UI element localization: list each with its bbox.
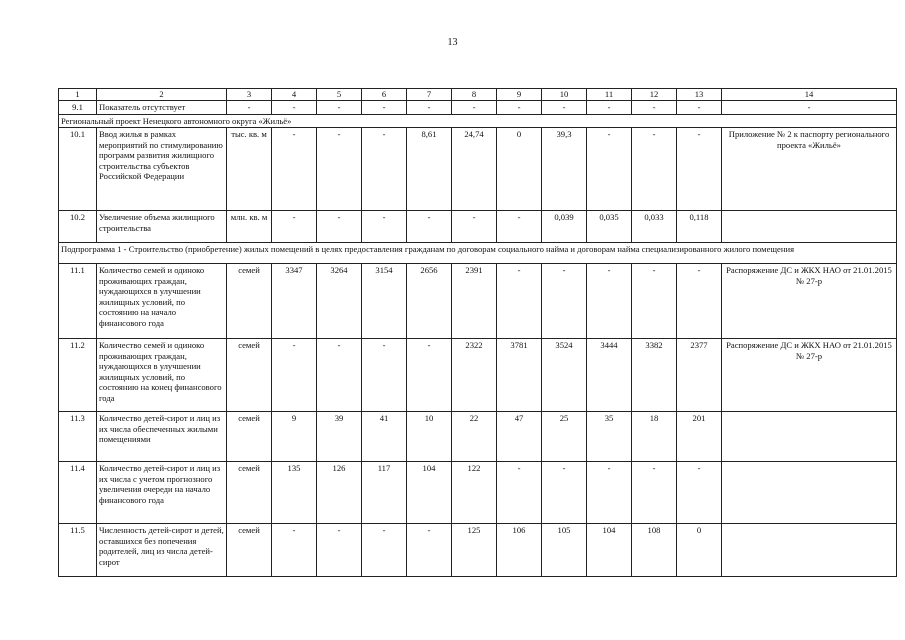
value-cell: - bbox=[632, 128, 677, 211]
value-cell: 135 bbox=[272, 462, 317, 524]
header-cell: 5 bbox=[317, 89, 362, 101]
value-cell: 2391 bbox=[452, 264, 497, 339]
value-cell: - bbox=[362, 211, 407, 243]
value-cell: - bbox=[542, 462, 587, 524]
value-cell: - bbox=[497, 264, 542, 339]
value-cell: - bbox=[407, 524, 452, 577]
value-cell: 106 bbox=[497, 524, 542, 577]
value-cell: - bbox=[272, 339, 317, 412]
section-title: Региональный проект Ненецкого автономного округа «Жильё» bbox=[59, 114, 897, 128]
row-number: 10.1 bbox=[59, 128, 97, 211]
value-cell: - bbox=[542, 264, 587, 339]
value-cell: 3347 bbox=[272, 264, 317, 339]
value-cell: - bbox=[632, 462, 677, 524]
value-cell: 3154 bbox=[362, 264, 407, 339]
indicator-name: Показатель отсутствует bbox=[97, 101, 227, 115]
unit-cell: семей bbox=[227, 462, 272, 524]
header-row bbox=[59, 89, 897, 101]
value-cell: - bbox=[542, 101, 587, 115]
row-number: 11.3 bbox=[59, 412, 97, 462]
value-cell: 24,74 bbox=[452, 128, 497, 211]
value-cell: - bbox=[407, 211, 452, 243]
note-cell bbox=[722, 462, 897, 524]
unit-cell: семей bbox=[227, 339, 272, 412]
value-cell: 3444 bbox=[587, 339, 632, 412]
row-number: 11.1 bbox=[59, 264, 97, 339]
table-row bbox=[59, 101, 897, 115]
table-row bbox=[59, 524, 897, 577]
indicator-name: Количество детей-сирот и лиц из их числа с учетом прогнозного увеличения очереди на начало финансового года bbox=[97, 462, 227, 524]
value-cell: 104 bbox=[587, 524, 632, 577]
value-cell: 2656 bbox=[407, 264, 452, 339]
value-cell: 104 bbox=[407, 462, 452, 524]
indicator-name: Численность детей-сирот и детей, оставшихся без попечения родителей, лиц из числа детей-сирот bbox=[97, 524, 227, 577]
header-cell: 13 bbox=[677, 89, 722, 101]
indicator-name: Количество семей и одиноко проживающих граждан, нуждающихся в улучшении жилищных условий, по состоянию на начало финансового года bbox=[97, 264, 227, 339]
value-cell: - bbox=[362, 128, 407, 211]
header-cell: 4 bbox=[272, 89, 317, 101]
value-cell: - bbox=[407, 339, 452, 412]
value-cell: 3382 bbox=[632, 339, 677, 412]
value-cell: - bbox=[587, 101, 632, 115]
note-cell bbox=[722, 524, 897, 577]
value-cell: 3264 bbox=[317, 264, 362, 339]
value-cell: 126 bbox=[317, 462, 362, 524]
unit-cell: семей bbox=[227, 524, 272, 577]
row-number: 10.2 bbox=[59, 211, 97, 243]
header-cell: 14 bbox=[722, 89, 897, 101]
table-row bbox=[59, 211, 897, 243]
unit-cell: тыс. кв. м bbox=[227, 128, 272, 211]
note-cell: Распоряжение ДС и ЖКХ НАО от 21.01.2015 № 27-р bbox=[722, 264, 897, 339]
header-cell: 3 bbox=[227, 89, 272, 101]
value-cell: - bbox=[272, 524, 317, 577]
value-cell: - bbox=[362, 101, 407, 115]
note-cell bbox=[722, 412, 897, 462]
indicator-name: Количество детей-сирот и лиц из их числа обеспеченных жилыми помещениями bbox=[97, 412, 227, 462]
value-cell: 41 bbox=[362, 412, 407, 462]
value-cell: - bbox=[272, 128, 317, 211]
table-row bbox=[59, 128, 897, 211]
value-cell: - bbox=[317, 101, 362, 115]
row-number: 11.2 bbox=[59, 339, 97, 412]
header-cell: 11 bbox=[587, 89, 632, 101]
value-cell: 25 bbox=[542, 412, 587, 462]
value-cell: - bbox=[317, 128, 362, 211]
row-number: 11.5 bbox=[59, 524, 97, 577]
value-cell: 125 bbox=[452, 524, 497, 577]
value-cell: 35 bbox=[587, 412, 632, 462]
value-cell: 122 bbox=[452, 462, 497, 524]
value-cell: - bbox=[272, 211, 317, 243]
value-cell: - bbox=[677, 264, 722, 339]
table-row bbox=[59, 339, 897, 412]
row-number: 9.1 bbox=[59, 101, 97, 115]
section-row bbox=[59, 243, 897, 264]
unit-cell: семей bbox=[227, 412, 272, 462]
value-cell: - bbox=[362, 339, 407, 412]
value-cell: - bbox=[452, 211, 497, 243]
value-cell: 0 bbox=[677, 524, 722, 577]
value-cell: 105 bbox=[542, 524, 587, 577]
value-cell: - bbox=[272, 101, 317, 115]
header-cell: 6 bbox=[362, 89, 407, 101]
value-cell: - bbox=[677, 462, 722, 524]
value-cell: - bbox=[587, 462, 632, 524]
value-cell: - bbox=[677, 128, 722, 211]
unit-cell: млн. кв. м bbox=[227, 211, 272, 243]
value-cell: 201 bbox=[677, 412, 722, 462]
indicator-name: Количество семей и одиноко проживающих граждан, нуждающихся в улучшении жилищных условий, по состоянию на конец финансового года bbox=[97, 339, 227, 412]
value-cell: - bbox=[317, 524, 362, 577]
value-cell: 22 bbox=[452, 412, 497, 462]
header-cell: 8 bbox=[452, 89, 497, 101]
note-cell: Приложение № 2 к паспорту регионального проекта «Жильё» bbox=[722, 128, 897, 211]
table-row bbox=[59, 462, 897, 524]
indicator-name: Увеличение объема жилищного строительства bbox=[97, 211, 227, 243]
value-cell: - bbox=[677, 101, 722, 115]
section-row bbox=[59, 114, 897, 128]
value-cell: - bbox=[407, 101, 452, 115]
value-cell: 39 bbox=[317, 412, 362, 462]
value-cell: - bbox=[587, 264, 632, 339]
value-cell: 9 bbox=[272, 412, 317, 462]
header-cell: 10 bbox=[542, 89, 587, 101]
section-title: Подпрограмма 1 - Строительство (приобретение) жилых помещений в целях предоставления гражданам по договорам социального найма и договорам найма специализированного жилого помещения bbox=[59, 243, 897, 264]
header-cell: 7 bbox=[407, 89, 452, 101]
value-cell: - bbox=[317, 339, 362, 412]
indicator-name: Ввод жилья в рамках мероприятий по стимулированию программ развития жилищного строительства субъектов Российской Федерации bbox=[97, 128, 227, 211]
table-row bbox=[59, 412, 897, 462]
header-cell: 9 bbox=[497, 89, 542, 101]
row-number: 11.4 bbox=[59, 462, 97, 524]
value-cell: - bbox=[632, 264, 677, 339]
value-cell: 0 bbox=[497, 128, 542, 211]
value-cell: 47 bbox=[497, 412, 542, 462]
value-cell: - bbox=[587, 128, 632, 211]
value-cell: - bbox=[497, 211, 542, 243]
value-cell: 2322 bbox=[452, 339, 497, 412]
header-cell: 2 bbox=[97, 89, 227, 101]
unit-cell: - bbox=[227, 101, 272, 115]
value-cell: - bbox=[497, 101, 542, 115]
value-cell: - bbox=[632, 101, 677, 115]
value-cell: 8,61 bbox=[407, 128, 452, 211]
value-cell: - bbox=[362, 524, 407, 577]
value-cell: 108 bbox=[632, 524, 677, 577]
value-cell: 0,033 bbox=[632, 211, 677, 243]
value-cell: 18 bbox=[632, 412, 677, 462]
value-cell: - bbox=[452, 101, 497, 115]
value-cell: 0,118 bbox=[677, 211, 722, 243]
value-cell: - bbox=[317, 211, 362, 243]
unit-cell: семей bbox=[227, 264, 272, 339]
value-cell: 10 bbox=[407, 412, 452, 462]
value-cell: 117 bbox=[362, 462, 407, 524]
value-cell: 0,039 bbox=[542, 211, 587, 243]
table-row bbox=[59, 264, 897, 339]
note-cell: - bbox=[722, 101, 897, 115]
indicators-table bbox=[58, 88, 897, 577]
header-cell: 1 bbox=[59, 89, 97, 101]
value-cell: - bbox=[497, 462, 542, 524]
page-number: 13 bbox=[447, 37, 458, 48]
value-cell: 0,035 bbox=[587, 211, 632, 243]
value-cell: 39,3 bbox=[542, 128, 587, 211]
value-cell: 3781 bbox=[497, 339, 542, 412]
note-cell bbox=[722, 211, 897, 243]
value-cell: 3524 bbox=[542, 339, 587, 412]
header-cell: 12 bbox=[632, 89, 677, 101]
note-cell: Распоряжение ДС и ЖКХ НАО от 21.01.2015 № 27-р bbox=[722, 339, 897, 412]
value-cell: 2377 bbox=[677, 339, 722, 412]
